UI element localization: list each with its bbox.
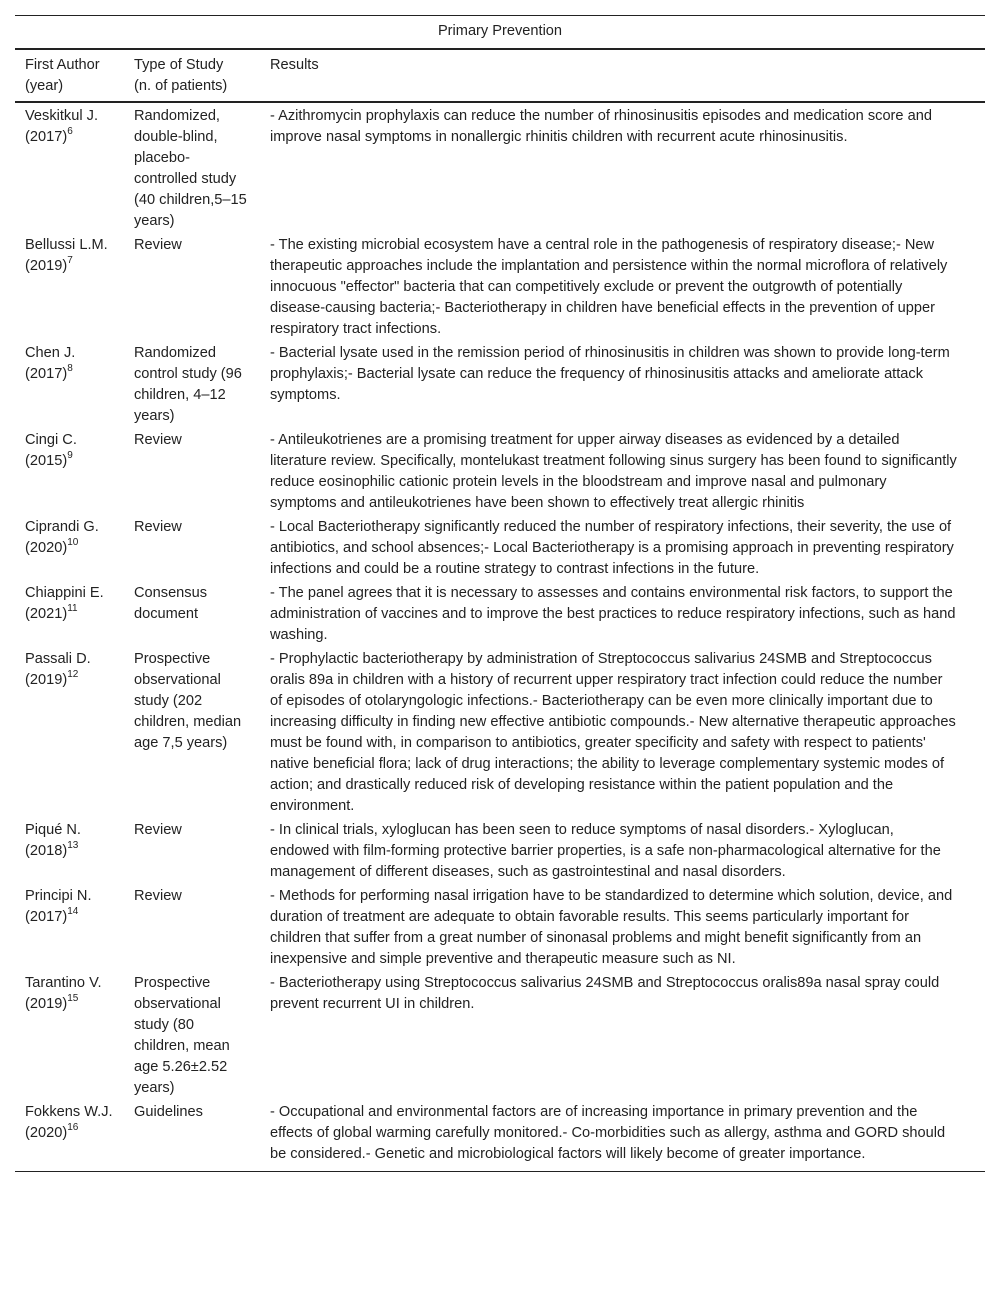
- study-type-cell: Randomized control study (96 children, 4–12 years): [134, 345, 242, 424]
- primary-prevention-table-container: [15, 15, 985, 1172]
- column-header-row: [15, 49, 985, 102]
- author-year: (2020): [25, 1125, 68, 1141]
- results-cell: - The panel agrees that it is necessary to assesses and contains environmental risk factors, to support the administration of vaccines and to improve the best practices to reduce respiratory infections, such as hand washing.: [270, 585, 956, 643]
- reference-number: 16: [67, 1122, 79, 1134]
- study-type-cell: Review: [134, 822, 182, 838]
- author-name: Passali D.: [25, 651, 91, 667]
- author-cell: [15, 515, 124, 581]
- results-cell: - Bacterial lysate used in the remission period of rhinosinusitis in children was shown to provide long-term prophylaxis;- Bacterial lysate can reduce the frequency of rhinosinusitis attacks and ameliorate attack symptoms.: [270, 345, 950, 403]
- results-cell: - Azithromycin prophylaxis can reduce the number of rhinosinusitis episodes and medication score and improve nasal symptoms in nonallergic rhinitis children with recurrent acute rhinosinusitis.: [270, 108, 932, 145]
- table-caption: Primary Prevention: [15, 16, 985, 50]
- author-cell: [15, 428, 124, 515]
- study-type-cell: Randomized, double-blind, placebo-controlled study (40 children,5–15 years): [134, 108, 247, 229]
- reference-number: 11: [67, 603, 78, 615]
- study-type-cell: Review: [134, 519, 182, 535]
- author-name: Ciprandi G.: [25, 519, 99, 535]
- study-type-cell: Review: [134, 432, 182, 448]
- author-year: (2017): [25, 909, 68, 925]
- table-row: [15, 1100, 985, 1172]
- table-row: [15, 341, 985, 428]
- reference-number: 9: [67, 450, 73, 462]
- reference-number: 13: [67, 840, 79, 852]
- header-type-of-study: [124, 49, 260, 102]
- study-type-cell: Review: [134, 237, 182, 253]
- results-cell: - Methods for performing nasal irrigation have to be standardized to determine which solution, device, and duration of treatment are adequate to obtain favorable results. This seems particularly important for children that suffer from a great number of sinonasal problems and might benefit significantly from an inexpensive and simple preventive and therapeutic measure such as NI.: [270, 888, 953, 967]
- results-cell: - Bacteriotherapy using Streptococcus salivarius 24SMB and Streptococcus oralis89a nasal spray could prevent recurrent UI in children.: [270, 975, 940, 1012]
- table-row: [15, 647, 985, 818]
- header-type-of-study-line1: Type of Study: [134, 57, 224, 73]
- header-results: Results: [260, 49, 985, 102]
- author-cell: [15, 647, 124, 818]
- reference-number: 14: [67, 906, 79, 918]
- author-name: Fokkens W.J.: [25, 1104, 113, 1120]
- author-name: Chiappini E.: [25, 585, 104, 601]
- study-type-cell: Consensus document: [134, 585, 208, 622]
- author-year: (2019): [25, 672, 68, 688]
- author-year: (2019): [25, 996, 68, 1012]
- results-cell: - Occupational and environmental factors are of increasing importance in primary prevention and the effects of global warming carefully monitored.- Co-morbidities such as allergy, asthma and GORD should be considered.- Genetic and microbiological factors will likely become of greater importance.: [260, 1100, 985, 1172]
- table-row: [15, 428, 985, 515]
- study-type-cell: Prospective observational study (202 children, median age 7,5 years): [134, 651, 242, 751]
- reference-number: 10: [67, 537, 79, 549]
- table-row: [15, 102, 985, 233]
- author-cell: [15, 581, 124, 647]
- author-name: Bellussi L.M.: [25, 237, 108, 253]
- study-type-cell: Guidelines: [124, 1100, 260, 1172]
- reference-number: 15: [67, 993, 79, 1005]
- author-name: Piqué N.: [25, 822, 81, 838]
- author-cell: [15, 102, 124, 233]
- table-caption-row: [15, 16, 985, 50]
- author-name: Tarantino V.: [25, 975, 102, 991]
- author-name: Chen J.: [25, 345, 76, 361]
- study-type-cell: Prospective observational study (80 children, mean age 5.26±2.52 years): [134, 975, 230, 1096]
- table-row: [15, 971, 985, 1100]
- author-year: (2017): [25, 366, 68, 382]
- results-cell: - Antileukotrienes are a promising treatment for upper airway diseases as evidenced by a detailed literature review. Specifically, montelukast treatment following sinus surgery has been found to significantly reduce eosinophilic cationic protein levels in the bloodstream and improve nasal and pulmonary symptoms and antileukotrienes have been shown to effectively treat allergic rhinitis: [270, 432, 957, 511]
- author-year: (2017): [25, 129, 68, 145]
- reference-number: 12: [67, 669, 79, 681]
- results-cell: - In clinical trials, xyloglucan has been seen to reduce symptoms of nasal disorders.- Xyloglucan, endowed with film-forming protective barrier properties, is a safe non-pharmacological alternative for the management of different diseases, such as gastrointestinal and nasal disorders.: [270, 822, 941, 880]
- author-cell: [15, 971, 124, 1100]
- table-row: [15, 884, 985, 971]
- header-first-author-line1: First Author: [25, 57, 100, 73]
- table-row: [15, 233, 985, 341]
- results-cell: - Local Bacteriotherapy significantly reduced the number of respiratory infections, their severity, the use of antibiotics, and school absences;- Local Bacteriotherapy is a promising approach in preventing respiratory infections and could be a routine strategy to contrast infections in the future.: [270, 519, 954, 577]
- table-row: [15, 581, 985, 647]
- header-first-author-line2: (year): [25, 78, 64, 94]
- author-name: Veskitkul J.: [25, 108, 98, 124]
- table-row: [15, 818, 985, 884]
- results-cell: - The existing microbial ecosystem have a central role in the pathogenesis of respiratory disease;- New therapeutic approaches include the implantation and persistence within the normal microflora of relatively innocuous "effector" bacteria that can competitively exclude or prevent the outgrowth of potentially disease-causing bacteria;- Bacteriotherapy in children have beneficial effects in the prevention of upper respiratory tract infections.: [270, 237, 948, 337]
- author-year: (2015): [25, 453, 68, 469]
- reference-number: 8: [67, 363, 73, 375]
- reference-number: 7: [67, 255, 73, 267]
- table-row: [15, 515, 985, 581]
- header-first-author: [15, 49, 124, 102]
- author-year: (2019): [25, 258, 68, 274]
- primary-prevention-table: [15, 15, 985, 1172]
- results-cell: - Prophylactic bacteriotherapy by administration of Streptococcus salivarius 24SMB and Streptococcus oralis 89a in children with a history of recurrent upper respiratory tract infection could reduce the number of episodes of otolaryngologic infections.- Bacteriotherapy can be even more clinically important due to increasing difficulty in finding new effective antibiotic compounds.- New alternative therapeutic approaches must be found with, in comparison to antibiotics, greater specificity and safety with respect to patients' native beneficial flora; lack of drug interactions; the ability to leverage complementary systemic modes of action; and drastically reduced risk of developing resistance within the patient population and the environment.: [270, 651, 956, 814]
- author-name: Cingi C.: [25, 432, 77, 448]
- author-year: (2020): [25, 540, 68, 556]
- author-cell: [15, 818, 124, 884]
- author-cell: [15, 233, 124, 341]
- header-type-of-study-line2: (n. of patients): [134, 78, 228, 94]
- author-year: (2021): [25, 606, 68, 622]
- author-name: Principi N.: [25, 888, 92, 904]
- reference-number: 6: [67, 126, 73, 138]
- author-cell: [15, 341, 124, 428]
- author-cell: [15, 1100, 124, 1172]
- study-type-cell: Review: [134, 888, 182, 904]
- author-year: (2018): [25, 843, 68, 859]
- author-cell: [15, 884, 124, 971]
